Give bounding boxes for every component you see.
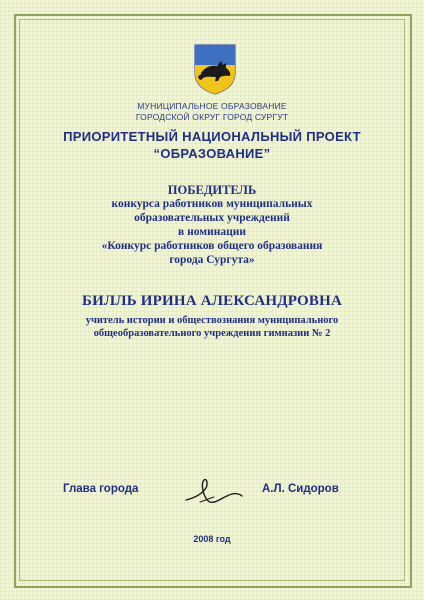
award-title: ПОБЕДИТЕЛЬ — [167, 183, 257, 197]
signature-title: Глава города — [63, 483, 139, 495]
signer-name: А.Л. Сидоров — [262, 483, 339, 495]
project-title — [0, 128, 424, 162]
award-block — [0, 183, 424, 267]
organization-line-1: МУНИЦИПАЛЬНОЕ ОБРАЗОВАНИЕ — [137, 101, 287, 111]
organization-line-2: ГОРОДСКОЙ ОКРУГ ГОРОД СУРГУТ — [135, 112, 289, 122]
award-line-1: конкурса работников муниципальных — [111, 198, 313, 210]
project-line-2: “ОБРАЗОВАНИЕ” — [153, 146, 271, 161]
position-line-1: учитель истории и обществознания муниципального — [85, 315, 339, 326]
award-line-5: города Сургута» — [169, 254, 255, 266]
project-line-1: ПРИОРИТЕТНЫЙ НАЦИОНАЛЬНЫЙ ПРОЕКТ — [63, 129, 361, 144]
recipient-position — [0, 314, 424, 340]
organization-name — [0, 101, 424, 123]
award-line-4: «Конкурс работников общего образования — [101, 240, 323, 252]
handwritten-signature — [180, 470, 244, 510]
recipient-name: БИЛЛЬ ИРИНА АЛЕКСАНДРОВНА — [81, 293, 343, 309]
position-line-2: общеобразовательного учреждения гимназии № 2 — [93, 328, 331, 339]
award-line-2: образовательных учреждений — [134, 212, 290, 224]
award-line-3: в номинации — [178, 226, 246, 238]
certificate-year: 2008 год — [193, 534, 231, 544]
coat-of-arms-emblem — [193, 43, 237, 95]
